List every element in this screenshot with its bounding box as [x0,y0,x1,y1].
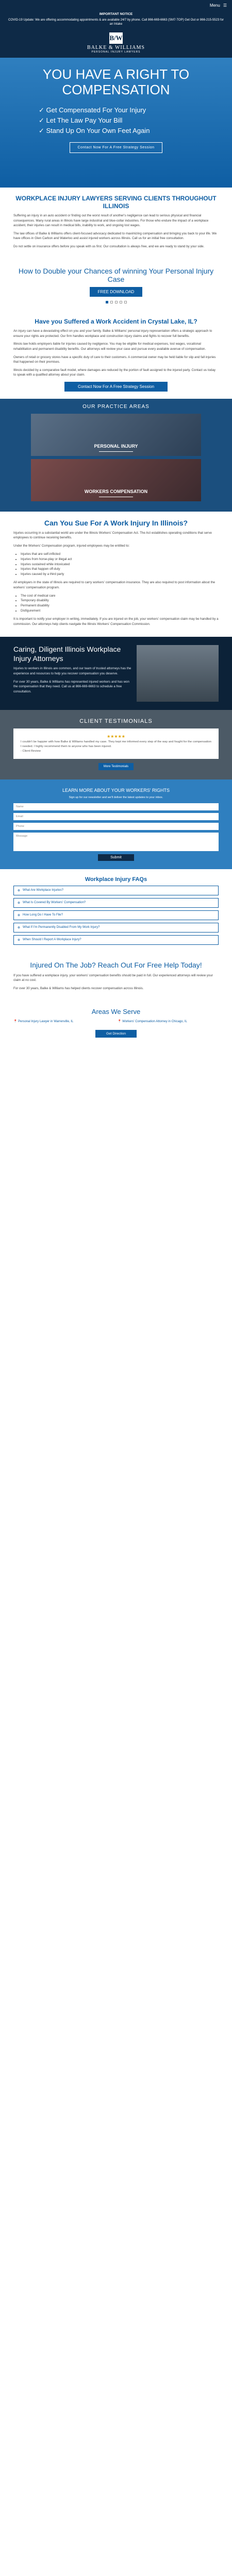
work-accident-paragraph: Owners of retail or grocery stores have a specific duty of care to their customers. A commercial owner may be held liable for slip and fall injuries that happened on their premises. [13,355,216,364]
area-item[interactable] [13,1020,114,1024]
logo-name: BALKE & WILLIAMS [87,44,145,50]
list-item: • The cost of medical care [21,594,219,599]
list-item: • Injuries caused by a third party [21,572,219,577]
get-direction-button[interactable]: Get Direction [95,1030,137,1038]
list-item: • Injuries that happen off-duty [21,567,219,572]
intro-paragraph: The law offices of Balke & Williams offers client-focused advocacy dedicated to maximizing compensation and bringing you back to your life. We have offices in Glen Carbon and Waterloo and assist injured workers across Illinois. Call us for an initial free consultation. [13,231,217,241]
more-testimonials-button[interactable]: More Testimonials [98,763,134,770]
area-label: Workers' Compensation Attorney in Chicago, IL [122,1020,187,1023]
email-field[interactable]: Email [13,813,219,820]
hero-cta-button[interactable]: Contact Now For A Free Strategy Session [70,142,162,153]
plus-icon: ⊕ [18,926,21,930]
hero-bullet: ✓ Get Compensated For Your Injury [39,105,193,115]
list-item: • Injuries from horse-play or illegal act [21,557,219,562]
area-label: Personal Injury Lawyer in Warrenville, IL [18,1020,74,1023]
sue-paragraph: Under the Workers' Compensation program, injured employees may be entitled to: [13,544,130,548]
hero-bullet: ✓ Let The Law Pay Your Bill [39,115,193,126]
caring-paragraph: Injuries to workers in Illinois are common, and our team of trusted attorneys has the experience and resources to help you recover compensation you deserve. [13,667,131,676]
sue-heading: Can You Sue For A Work Injury In Illinois? [44,519,188,528]
plus-icon: ⊕ [18,914,21,918]
list-item: • Injuries sustained while intoxicated [21,562,219,567]
carousel-dot[interactable] [106,301,108,303]
practice-card-workers-comp[interactable] [31,459,201,501]
list-item: • Permanent disability [21,603,219,608]
list-item: • Injuries that are self-inflicted [21,552,219,557]
areas-served [0,1001,232,1045]
sue-paragraph: Injuries occurring in a substantial world are under the Illinois Workers' Compensation Act. The Act establishes operating conditions that serve employees to continue receiving benefits. [13,531,212,540]
intro-section [0,188,232,260]
faq-item[interactable] [13,923,219,933]
list-item: • Temporary disability [21,598,219,603]
guide-title: How to Double your Chances of winning Your Personal Injury Case [18,266,214,284]
faq-item[interactable] [13,886,219,895]
logo-sub: PERSONAL INJURY LAWYERS [91,50,141,54]
testimonials [0,710,232,779]
faq-question: What Is Covered By Workers' Compensation? [23,901,86,905]
practice-areas [0,399,232,512]
plus-icon: ⊕ [18,902,21,905]
alert-title: IMPORTANT NOTICE [99,12,133,16]
location-pin-icon: 📍 [118,1020,122,1023]
name-field[interactable]: Name [13,803,219,810]
intro-paragraph: Suffering an injury in an auto accident or finding out the worst result of another's negligence can lead to serious physical and financial consequences. Many rural areas in Illinois have large industrial and blue-collar industries. For those who endure the impact of a workplace accident, their injuries can result in medical bills, inability to work, and ongoing lost wages. [13,213,209,228]
faq-item[interactable] [13,935,219,945]
practice-card-label: PERSONAL INJURY [94,444,138,449]
areas-heading: Areas We Serve [91,1007,141,1015]
list-item: • Disfigurement [21,608,219,614]
testimonial-author: - Client Review [21,749,41,753]
injured-section [0,955,232,1000]
work-accident-heading: Have you Suffered a Work Accident in Crystal Lake, IL? [35,318,197,326]
testimonials-heading: CLIENT TESTIMONIALS [79,718,153,725]
area-item[interactable] [118,1020,219,1024]
logo[interactable] [87,32,145,54]
areas-row [13,1020,219,1024]
hero-title: YOU HAVE A RIGHT TO COMPENSATION [42,66,190,97]
faq-question: What Are Workplace Injuries? [23,889,63,892]
injured-heading: Injured On The Job? Reach Out For Free Help Today! [30,961,202,970]
faq-question: What If I'm Permanently Disabled From My Work Injury? [23,926,100,929]
top-bar [0,0,232,10]
hero-bullets [39,105,193,136]
work-accident-paragraph: Illinois law holds employers liable for injuries caused by negligence. You may be eligible for medical expenses, lost wages, vocational rehabilitation and permanent disability benefits. Our attorneys will review your case and pursue every available avenue of compensation. [13,342,206,351]
location-pin-icon: 📍 [13,1020,18,1023]
practice-card-personal-injury[interactable] [31,414,201,456]
plus-icon: ⊕ [18,939,21,942]
faq-section [0,869,232,955]
carousel-dot[interactable] [120,301,122,303]
divider [99,451,133,452]
sue-paragraph: It is important to notify your employer in writing, immediately. If you are injured on the job, your workers' compensation claim may be handled by a commission. Our attorneys help clients navigate the Illinois Workers' Compensation Commission. [13,617,219,626]
carousel-dots [13,301,219,303]
attorney-photo [137,645,219,702]
sue-paragraph: All employers in the state of Illinois are required to carry workers' compensation insurance. They are also required to post information about the workers' compensation program. [13,581,216,589]
logo-row [0,29,232,58]
phone-field[interactable]: Phone [13,823,219,830]
work-accident-paragraph: Illinois decided by a comparative fault model, where damages are reduced by the portion of fault assigned to the injured party. Contact us today to speak with a qualified attorney about your claim. [13,368,216,377]
rating-stars: ★★★★★ [107,734,125,739]
menu-label[interactable]: Menu [209,3,220,8]
menu-icon[interactable]: ☰ [223,3,227,8]
testimonial-card [13,728,219,758]
free-download-button[interactable]: FREE DOWNLOAD [90,287,143,297]
faq-item[interactable] [13,898,219,908]
sue-section [0,512,232,637]
injured-paragraph: If you have suffered a workplace injury, your workers' compensation benefits should be paid in full. Our experienced attorneys will review your claim at no cost. [13,973,213,982]
form-subtext: Sign up for our newsletter and we'll deliver the latest updates to your inbox. [69,796,163,800]
plus-icon: ⊕ [18,889,21,893]
injured-paragraph: For over 30 years, Balke & Williams has helped clients recover compensation across Illinois. [13,986,144,990]
submit-button[interactable]: Submit [98,854,134,861]
logo-mark: B/W [109,32,123,44]
testimonial-quote: I couldn't be happier with how Balke & Williams handled my case. They kept me informed every step of the way and fought for the compensation I needed. I highly recommend them to anyone who has been injured. [21,740,211,749]
work-accident-paragraph: An injury can have a devastating effect on you and your family. Balke & Williams' personal injury representation offers a strategic approach to ensure your rights are protected. Our firm handles workplace and construction injury claims and fights to recover full benefits. [13,329,212,338]
faq-heading: Workplace Injury FAQs [85,876,147,883]
practice-card-label: WORKERS COMPENSATION [84,489,148,495]
caring-section [0,637,232,710]
hero-bullet: ✓ Stand Up On Your Own Feet Again [39,126,193,136]
faq-question: When Should I Report A Workplace Injury? [23,938,81,942]
sue-list [21,552,219,578]
practice-heading: OUR PRACTICE AREAS [82,404,150,410]
strategy-session-button[interactable]: Contact Now For A Free Strategy Session [64,382,168,392]
carousel-dot[interactable] [110,301,113,303]
work-accident-section [0,311,232,399]
caring-heading: Caring, Diligent Illinois Workplace Injury Attorneys [13,645,121,663]
faq-question: How Long Do I Have To File? [23,913,63,917]
sue-list-2 [21,594,219,614]
carousel-dot[interactable] [124,301,127,303]
hero [0,58,232,188]
guide-section [0,260,232,311]
alert-text: COVID-19 Update: We are offering accommodating appointments & are available 24/7 by phone. Call 866-669-6663 (SM7-TOP) Get Out or 866-215-5523 for an Intake [8,18,224,26]
message-field[interactable]: Message [13,833,219,851]
faq-item[interactable] [13,910,219,920]
intro-heading: WORKPLACE INJURY LAWYERS SERVING CLIENTS THROUGHOUT ILLINOIS [15,194,217,210]
newsletter-form [0,779,232,870]
alert-banner [0,10,232,29]
carousel-dot[interactable] [115,301,118,303]
form-heading: LEARN MORE ABOUT YOUR WORKERS' RIGHTS [62,787,170,793]
caring-paragraph: For over 30 years, Balke & Williams has represented injured workers and has won the compensation that they need. Call us at 866-669-6663 to schedule a free consultation. [13,680,129,693]
intro-paragraph: Do not settle on insurance offers before you speak with us first. Our consultation is always free, and we are ready to stand by your side. [13,245,205,248]
